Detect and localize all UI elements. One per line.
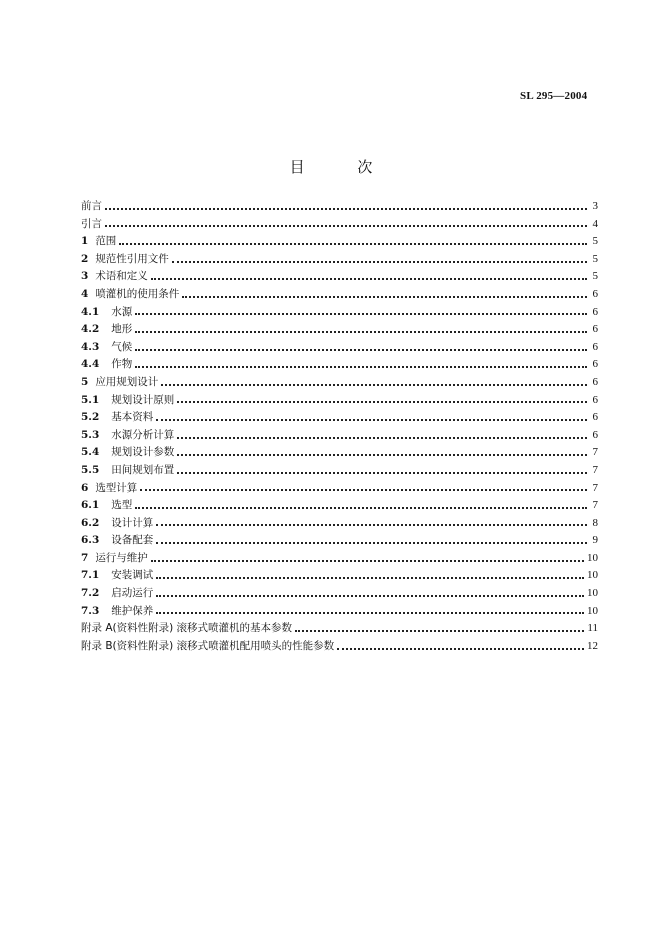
toc-entry[interactable] [81, 532, 598, 550]
toc-entry-page: 7 [592, 481, 598, 494]
toc-entry[interactable] [81, 480, 598, 498]
toc-entry-page: 6 [592, 375, 598, 388]
dot-leader [135, 365, 587, 368]
toc-entry-label: 附录 A(资料性附录) 滚移式喷灌机的基本参数 [81, 622, 293, 635]
dot-leader [295, 629, 584, 632]
toc-entry-page: 7 [592, 446, 598, 459]
dot-leader [156, 594, 584, 597]
toc-entry-page: 5 [592, 235, 598, 248]
toc-entry-page: 10 [587, 569, 598, 582]
toc-entry-number: 4.3 [81, 340, 100, 353]
dot-leader [156, 523, 587, 526]
toc-entry-number: 6 [81, 481, 89, 494]
dot-leader [151, 559, 584, 562]
toc-entry-label: 气候 [111, 340, 133, 353]
toc-entry-page: 10 [587, 587, 598, 600]
toc-entry[interactable] [81, 497, 598, 515]
toc-entry-number: 5.4 [81, 446, 100, 459]
toc-entry[interactable] [81, 339, 598, 357]
toc-entry-number: 5.2 [81, 411, 100, 424]
toc-entry-number: 6.2 [81, 516, 100, 529]
toc-entry[interactable] [81, 444, 598, 462]
toc-entry-page: 6 [592, 393, 598, 406]
toc-entry-page: 6 [592, 340, 598, 353]
toc-entry-number: 5.3 [81, 428, 100, 441]
toc-entry-number: 6.1 [81, 499, 100, 512]
toc-entry-page: 6 [592, 323, 598, 336]
dot-leader [156, 541, 587, 544]
toc-entry-number: 1 [81, 235, 89, 248]
toc-entry-label: 前言 [81, 200, 102, 212]
toc-entry-number: 7.2 [81, 587, 100, 600]
toc-entry-number: 4 [81, 287, 89, 300]
toc-entry-label: 规划设计参数 [111, 446, 175, 459]
toc-entry-page: 11 [587, 622, 598, 635]
toc-entry[interactable] [81, 251, 598, 269]
dot-leader [135, 330, 587, 333]
dot-leader [140, 488, 587, 491]
toc-entry[interactable] [81, 356, 598, 374]
toc-entry-label: 附录 B(资料性附录) 滚移式喷灌机配用喷头的性能参数 [81, 639, 335, 652]
toc-entry[interactable] [81, 515, 598, 533]
toc-entry-label: 安装调试 [111, 569, 154, 582]
dot-leader [337, 647, 584, 650]
toc-entry-page: 6 [592, 428, 598, 441]
dot-leader [156, 418, 587, 421]
toc-entry-page: 8 [592, 516, 598, 529]
toc-entry-page: 4 [592, 217, 598, 230]
dot-leader [105, 224, 587, 227]
toc-entry-number: 5.5 [81, 463, 100, 476]
toc-entry-label: 水源 [111, 305, 133, 318]
toc-title: 目 次 [289, 158, 397, 176]
toc-entry-page: 7 [592, 463, 598, 476]
toc-entry-number: 6.3 [81, 534, 100, 547]
toc-entry[interactable] [81, 427, 598, 445]
toc-entry[interactable] [81, 392, 598, 410]
toc-entry-page: 6 [592, 411, 598, 424]
toc-entry-page: 10 [587, 604, 598, 617]
toc-entry-label: 喷灌机的使用条件 [95, 287, 180, 300]
toc-entry-number: 4.4 [81, 358, 100, 371]
toc-entry-label: 启动运行 [111, 587, 154, 600]
toc-entry-label: 选型计算 [95, 481, 138, 494]
toc-entry-page: 9 [592, 534, 598, 547]
toc-entry-label: 选型 [111, 499, 133, 512]
toc-entry-page: 6 [592, 305, 598, 318]
toc-entry-number: 4.2 [81, 323, 100, 336]
toc-entry[interactable] [81, 198, 598, 216]
toc-entry-label: 运行与维护 [95, 551, 148, 564]
dot-leader [177, 436, 587, 439]
dot-leader [156, 611, 584, 614]
toc-entry-page: 6 [592, 358, 598, 371]
toc-entry-label: 维护保养 [111, 604, 154, 617]
toc-entry-label: 设备配套 [111, 534, 154, 547]
dot-leader [177, 453, 587, 456]
table-of-contents [81, 198, 598, 655]
dot-leader [135, 348, 587, 351]
toc-entry[interactable] [81, 216, 598, 234]
document-code: SL 295—2004 [520, 90, 588, 102]
toc-entry-number: 3 [81, 270, 89, 283]
toc-entry-label: 规划设计原则 [111, 393, 175, 406]
toc-entry-label: 范围 [95, 235, 117, 248]
dot-leader [156, 576, 584, 579]
toc-entry-label: 规范性引用文件 [95, 252, 169, 265]
toc-entry-label: 水源分析计算 [111, 428, 175, 441]
toc-entry-number: 5.1 [81, 393, 100, 406]
dot-leader [119, 242, 587, 245]
toc-entry-page: 3 [592, 200, 598, 212]
toc-entry-page: 6 [592, 287, 598, 300]
toc-entry-number: 7.1 [81, 569, 100, 582]
toc-entry-label: 地形 [111, 323, 133, 336]
dot-leader [177, 400, 587, 403]
toc-entry[interactable] [81, 585, 598, 603]
dot-leader [135, 506, 587, 509]
toc-entry-number: 7 [81, 551, 89, 564]
dot-leader [135, 312, 587, 315]
dot-leader [182, 295, 587, 298]
dot-leader [105, 207, 587, 210]
toc-entry[interactable] [81, 409, 598, 427]
toc-entry[interactable] [81, 233, 598, 251]
toc-entry[interactable] [81, 374, 598, 392]
toc-entry-page: 5 [592, 270, 598, 283]
toc-entry[interactable] [81, 638, 598, 656]
toc-entry-label: 应用规划设计 [95, 375, 159, 388]
toc-entry-label: 作物 [111, 358, 133, 371]
dot-leader [161, 383, 587, 386]
toc-entry-number: 5 [81, 375, 89, 388]
toc-entry[interactable] [81, 567, 598, 585]
toc-entry-number: 7.3 [81, 604, 100, 617]
toc-entry-label: 田间规划布置 [111, 463, 175, 476]
toc-entry[interactable] [81, 550, 598, 568]
toc-entry[interactable] [81, 462, 598, 480]
toc-entry-label: 设计计算 [111, 516, 154, 529]
toc-entry[interactable] [81, 321, 598, 339]
dot-leader [172, 260, 587, 263]
toc-entry-label: 术语和定义 [95, 270, 148, 283]
toc-entry[interactable] [81, 620, 598, 638]
toc-entry[interactable] [81, 304, 598, 322]
toc-entry-label: 基本资料 [111, 411, 154, 424]
toc-entry-number: 2 [81, 252, 89, 265]
toc-entry[interactable] [81, 603, 598, 621]
toc-entry-number: 4.1 [81, 305, 100, 318]
toc-entry[interactable] [81, 286, 598, 304]
toc-entry-page: 5 [592, 252, 598, 265]
dot-leader [151, 277, 587, 280]
toc-entry-page: 12 [587, 639, 598, 652]
toc-entry-page: 7 [592, 499, 598, 512]
toc-entry-page: 10 [587, 551, 598, 564]
dot-leader [177, 471, 587, 474]
toc-entry-label: 引言 [81, 217, 102, 230]
toc-entry[interactable] [81, 268, 598, 286]
